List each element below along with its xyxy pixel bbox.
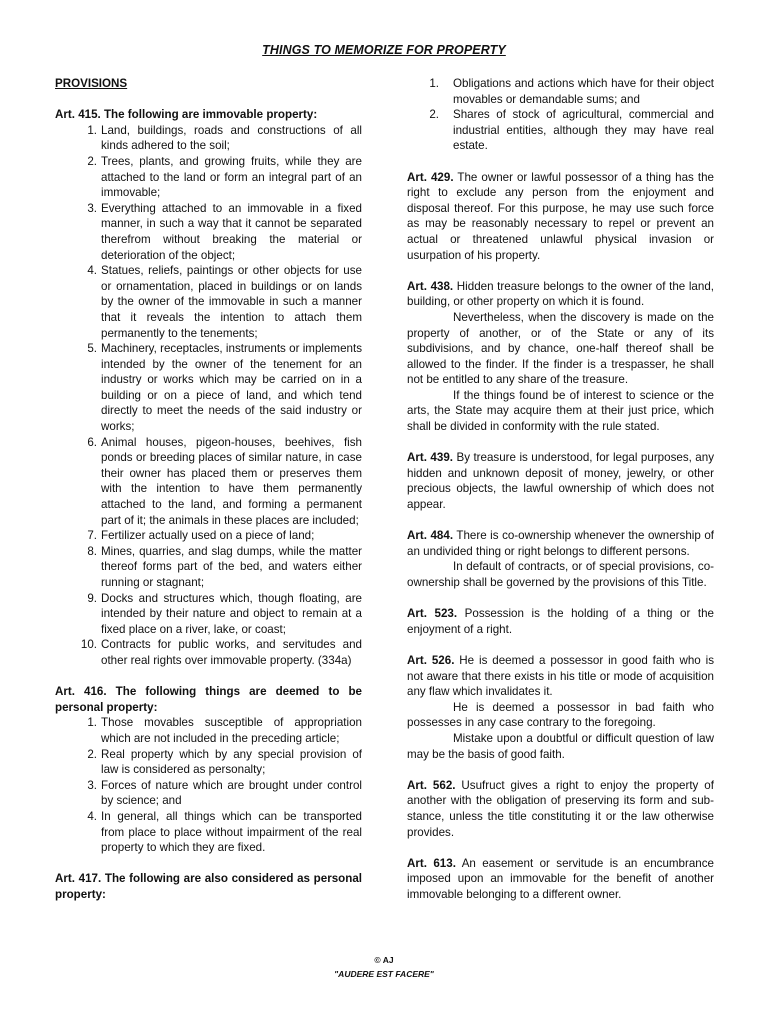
article-paragraph: He is deemed a possessor in bad faith who possesses in any case contrary to the foregoing. bbox=[407, 700, 714, 730]
article-paragraph: If the things found be of interest to science or the arts, the State may acquire them at their just price, which shall be divided in conformity with the rule stated. bbox=[407, 388, 714, 434]
article-text: He is deemed a possessor in good faith who is not aware that there exists in his title or mode of acquisition any flaw which invalidates it. bbox=[407, 653, 714, 699]
article-417-continued bbox=[407, 76, 714, 154]
list-item: 5. Machinery, receptacles, instruments or implements intended by the owner of the tenement for an industry or works which may be carried on in a building or on a piece of land, and which tend directly to meet the needs of the said industry or works; bbox=[87, 342, 362, 434]
list-item: 2. Shares of stock of agricultural, commercial and industrial entities, although they may have real estate. bbox=[429, 108, 714, 153]
left-column bbox=[55, 76, 362, 918]
article-484 bbox=[407, 528, 714, 590]
article-paragraph: In default of contracts, or of special provisions, co-ownership shall be governed by the provisions of this Title. bbox=[407, 560, 714, 589]
article-416-list bbox=[55, 715, 362, 855]
article-text: The owner or lawful possessor of a thing has the right to exclude any person from the enjoyment and disposal thereof. For this purpose, he may use such force as may be reasonably necessary to repel or prevent an actual or threatened unlawful physical invasion or usurpation of his property. bbox=[407, 170, 714, 262]
article-text: Possession is the holding of a thing or the enjoyment of a right. bbox=[407, 607, 714, 636]
article-562 bbox=[407, 778, 714, 840]
list-item: 7. Fertilizer actually used on a piece of land; bbox=[87, 529, 315, 543]
list-item: 4. In general, all things which can be transported from place to place without impairment of the real property to which they are fixed. bbox=[87, 809, 362, 855]
article-416 bbox=[55, 684, 362, 856]
list-item: 1. Those movables susceptible of appropriation which are not included in the preceding article; bbox=[87, 716, 362, 745]
list-item: 8. Mines, quarries, and slag dumps, while the matter thereof forms part of the bed, and waters either running or stagnant; bbox=[87, 544, 362, 589]
article-text: Hidden treasure belongs to the owner of the land, building, or other property on which it is found. bbox=[407, 279, 714, 309]
list-item: 6. Animal houses, pigeon-houses, beehives, fish ponds or breeding places of similar nature, in case their owner has placed them or preserves them with the intention to have them permanently attached to the land, and forming a permanent part of it; the animals in these places are included; bbox=[87, 435, 362, 527]
article-text: There is co-ownership whenever the ownership of an undivided thing or right belongs to different persons. bbox=[407, 529, 714, 558]
article-417 bbox=[55, 871, 362, 902]
article-523 bbox=[407, 606, 714, 637]
article-label: Art. 526. bbox=[407, 653, 455, 667]
list-item: 9. Docks and structures which, though floating, are intended by their nature and object to remain at a fixed place on a river, lake, or coast; bbox=[87, 591, 362, 636]
article-416-heading: Art. 416. The following things are deemed to be personal property: bbox=[55, 685, 362, 714]
list-item: 10. Contracts for public works, and servitudes and other real rights over immovable property. (334a) bbox=[80, 638, 362, 667]
article-417-heading: Art. 417. The following are also considered as personal property: bbox=[55, 872, 362, 901]
list-item: 2. Trees, plants, and growing fruits, while they are attached to the land or form an integral part of an immovable; bbox=[87, 154, 362, 200]
article-label: Art. 613. bbox=[407, 856, 456, 870]
list-item: 3. Forces of nature which are brought under control by science; and bbox=[87, 778, 362, 808]
article-526 bbox=[407, 653, 714, 762]
article-label: Art. 439. bbox=[407, 451, 453, 465]
footer-copyright: © AJ bbox=[374, 955, 394, 965]
article-paragraph: Nevertheless, when the discovery is made on the property of another, or of the State or any of its subdivisions, and by chance, one-half thereof shall be allowed to the finder. If the finder is a trespasser, he shall not be entitled to any share of the treasure. bbox=[407, 310, 714, 387]
article-text: An easement or servitude is an encumbrance imposed upon an immovable for the benefit of another immovable belonging to a different owner. bbox=[407, 856, 714, 901]
article-label: Art. 484. bbox=[407, 529, 454, 543]
article-text: By treasure is understood, for legal purposes, any hidden and unknown deposit of money, jewelry, or other precious objects, the lawful ownership of which does not appear. bbox=[407, 451, 714, 512]
article-439 bbox=[407, 450, 714, 512]
article-label: Art. 523. bbox=[407, 607, 458, 621]
article-paragraph: Mistake upon a doubtful or difficult question of law may be the basis of good faith. bbox=[407, 731, 714, 761]
list-item: 1. Obligations and actions which have for their object movables or demandable sums; and bbox=[429, 77, 714, 106]
article-415-heading: Art. 415. The following are immovable property: bbox=[55, 108, 318, 122]
article-label: Art. 562. bbox=[407, 778, 456, 792]
list-item: 4. Statues, reliefs, paintings or other objects for use or ornamentation, placed in buildings or on lands by the owner of the immovable in such a manner that it reveals the intention to attach them permanently to the tenements; bbox=[87, 264, 362, 340]
article-438 bbox=[407, 279, 714, 435]
list-item: 3. Everything attached to an immovable in a fixed manner, in such a way that it cannot be separated therefrom without breaking the material or deterioration of the object; bbox=[87, 201, 362, 262]
article-415 bbox=[55, 107, 362, 668]
article-415-list bbox=[55, 123, 362, 669]
article-label: Art. 438. bbox=[407, 279, 454, 293]
right-column bbox=[407, 76, 714, 918]
page-title: THINGS TO MEMORIZE FOR PROPERTY bbox=[262, 43, 506, 57]
article-417-list bbox=[407, 76, 714, 154]
footer-motto: "AUDERE EST FACERE" bbox=[334, 969, 434, 979]
article-label: Art. 429. bbox=[407, 170, 454, 184]
article-613 bbox=[407, 856, 714, 903]
list-item: 2. Real property which by any special provision of law is considered as personalty; bbox=[87, 747, 362, 777]
article-text: Usufruct gives a right to enjoy the property of another with the obligation of preserving its form and sub- stance, unless the title constituting it or the law otherwise provides. bbox=[407, 778, 714, 839]
list-item: 1. Land, buildings, roads and constructions of all kinds adhered to the soil; bbox=[87, 123, 362, 153]
article-429 bbox=[407, 170, 714, 264]
provisions-heading: PROVISIONS bbox=[55, 77, 128, 90]
